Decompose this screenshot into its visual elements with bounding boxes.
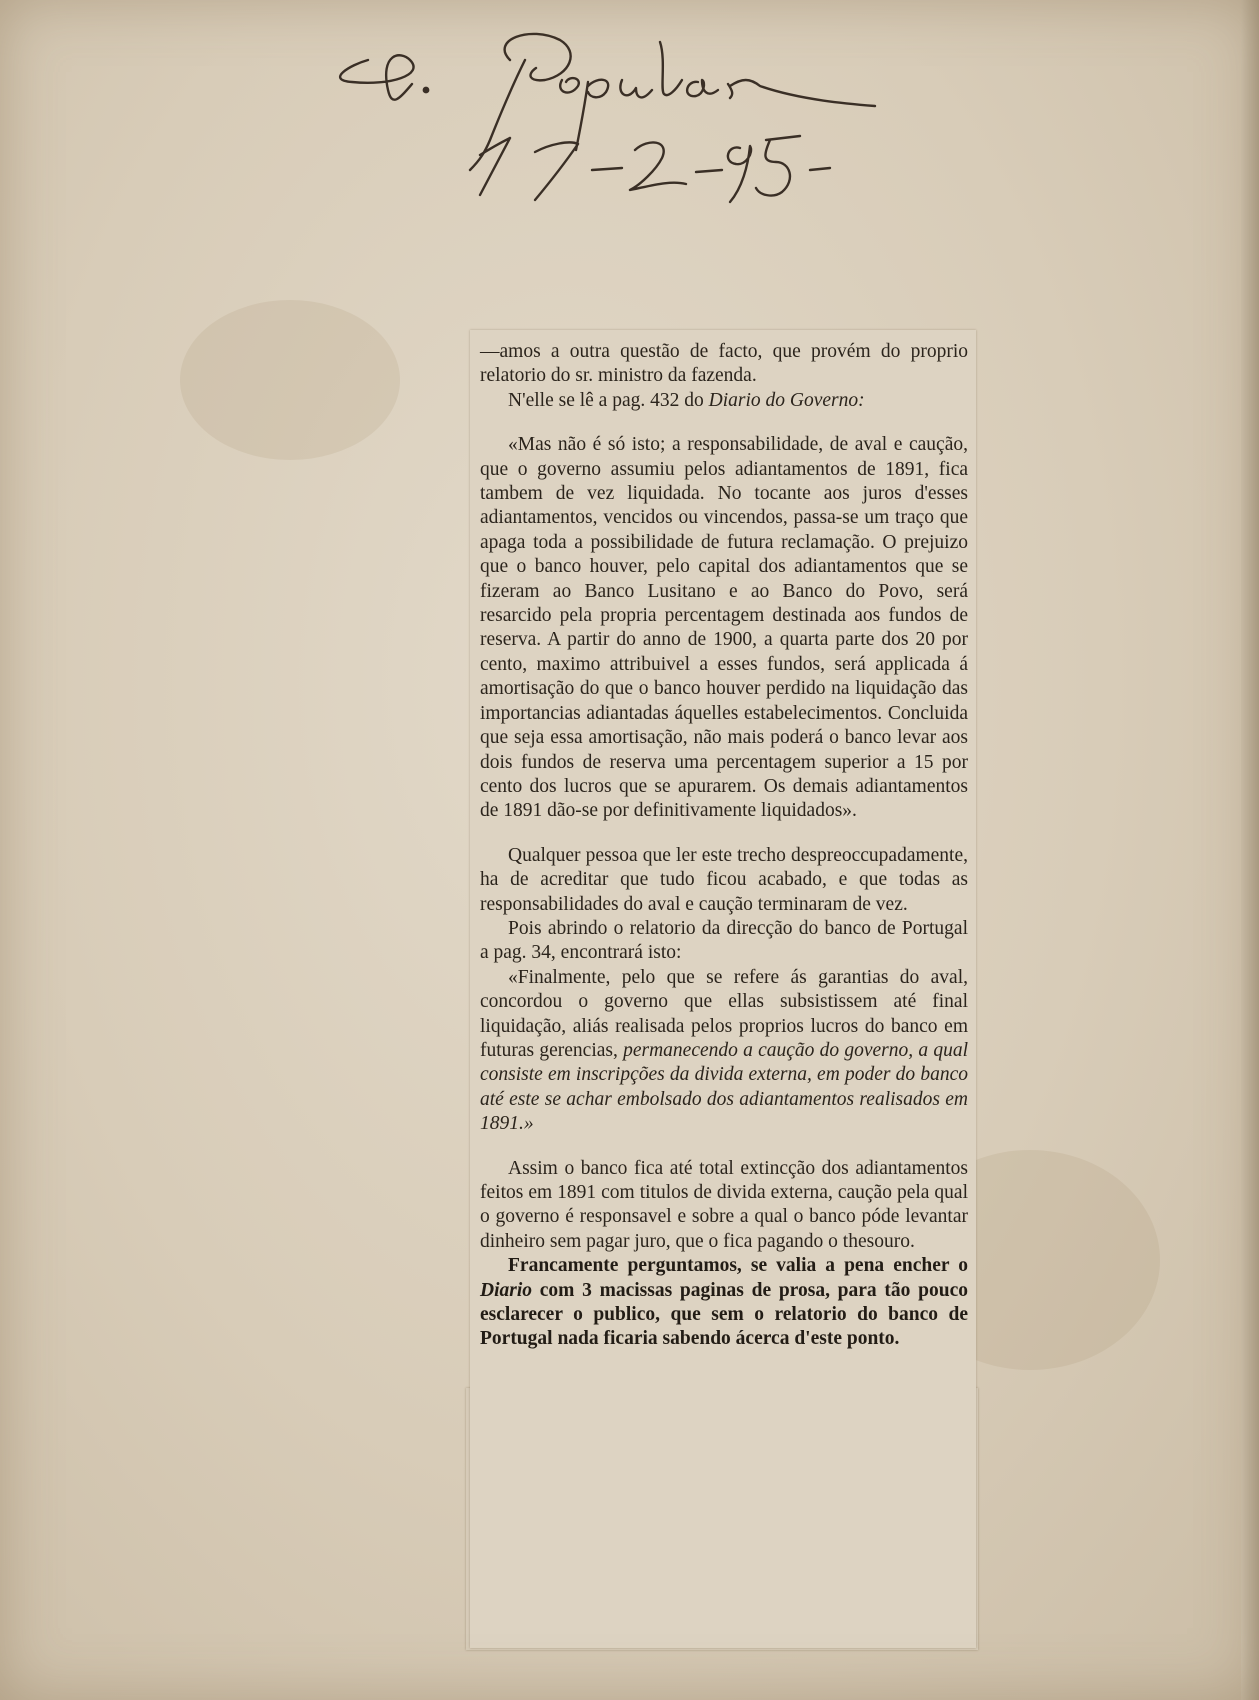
article-paragraph: Assim o banco fica até total extincção dos adiantamentos feitos em 1891 com titulos de divida externa, caução pela qual o governo é responsavel e sobre a qual o banco póde levantar dinheiro sem pagar juro, que o fica pagando o thesouro. — [480, 1157, 968, 1252]
paper-stain — [180, 300, 400, 460]
page-edge — [1241, 0, 1259, 1700]
handwritten-annotation — [330, 20, 950, 210]
article-text: N'elle se lê a pag. 432 do — [508, 389, 709, 411]
handwriting-drawing — [330, 20, 950, 210]
article-italic-text: permanecendo a caução do governo, a qual consiste em inscripções da divida externa, em poder do banco até este se achar embolsado dos adiantamentos realisados em 1891.» — [480, 1039, 968, 1135]
article-column — [480, 340, 968, 1352]
article-text: com 3 macissas paginas de prosa, para tão pouco esclarecer o publico, que sem o relatorio do banco de Portugal nada ficaria sabendo ácerca d'este ponto. — [480, 1279, 968, 1350]
article-paragraph: Pois abrindo o relatorio da direcção do banco de Portugal a pag. 34, encontrará isto: — [480, 917, 968, 964]
annotation-date — [330, 20, 331, 21]
article-paragraph — [480, 1254, 968, 1352]
article-italic-text: Diario — [480, 1279, 533, 1301]
article-quote — [480, 966, 968, 1137]
article-paragraph — [480, 389, 968, 413]
article-italic-text: Diario do Governo: — [708, 389, 865, 411]
newspaper-clipping — [470, 330, 976, 1648]
article-paragraph: —amos a outra questão de facto, que provém do proprio relatorio do sr. ministro da fazenda. — [480, 341, 968, 387]
article-text: «Finalmente, pelo que se refere ás garantias do aval, concordou o governo que ellas subsistissem até final liquidação, aliás realisada pelos proprios lucros do banco em futuras gerencias, — [480, 966, 968, 1061]
article-text: Francamente perguntamos, se valia a pena encher o — [508, 1255, 968, 1277]
article-quote: «Mas não é só isto; a responsabilidade, de aval e caução, que o governo assumiu pelos adiantamentos de 1891, fica tambem de vez liquidada. No tocante aos juros d'esses adiantamentos, vencidos ou vincendos, passa-se um traço que apaga toda a possibilidade de futura reclamação. O prejuizo que o banco houver, pelo capital dos adiantamentos que se fizeram ao Banco Lusitano e ao Banco do Povo, será resarcido pela propria percentagem destinada aos fundos de reserva. A partir do anno de 1900, a quarta parte dos 20 por cento, maximo attribuivel a esses fundos, será applicada á amortisação do que o banco houver perdido na liquidação das importancias adiantadas áquelles estabelecimentos. Concluida que seja essa amortisação, não mais poderá o banco levar aos dois fundos de reserva uma percentagem superior a 15 por cento dos lucros que se apurarem. Os demais adiantamentos de 1891 dão-se por definitivamente liquidados». — [480, 434, 968, 822]
article-paragraph: Qualquer pessoa que ler este trecho despreoccupadamente, ha de acreditar que tudo ficou acabado, e que todas as responsabilidades do aval e caução terminaram de vez. — [480, 844, 968, 915]
